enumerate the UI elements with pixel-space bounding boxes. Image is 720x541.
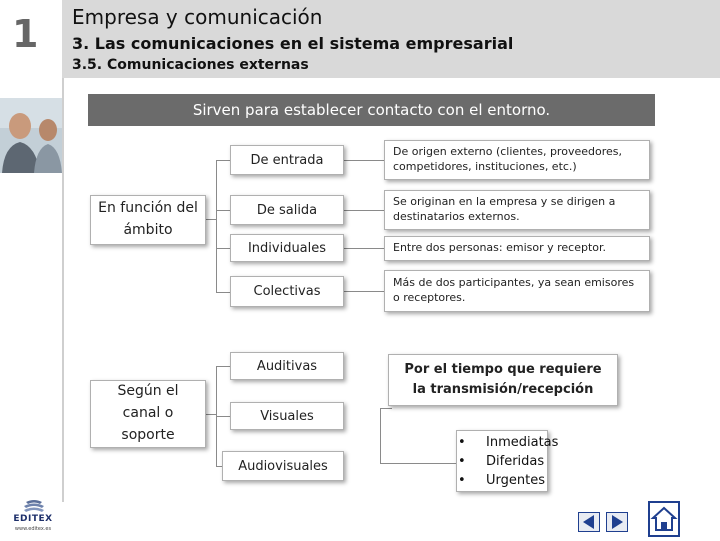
section-title: 3.5. Comunicaciones externas <box>72 57 309 73</box>
list-item-label: Inmediatas <box>486 435 559 450</box>
ambito-desc-text: Entre dos personas: emisor y receptor. <box>393 241 607 255</box>
connector <box>380 408 381 464</box>
canal-item-audiovisuales <box>222 451 344 481</box>
ambito-desc-individuales <box>384 236 650 261</box>
list-item-label: Urgentes <box>486 473 545 488</box>
ambito-desc-entrada <box>384 140 650 180</box>
tiempo-list <box>458 433 558 490</box>
bullet-icon: • <box>458 454 466 469</box>
ambito-label: En función del ámbito <box>98 200 198 238</box>
list-item <box>458 433 558 452</box>
canal-item-label: Audiovisuales <box>238 458 328 474</box>
connector <box>344 248 384 249</box>
bullet-icon: • <box>458 435 466 450</box>
connector <box>216 210 230 211</box>
ambito-item-label: Individuales <box>247 240 327 256</box>
list-item <box>458 452 558 471</box>
page-title: Empresa y comunicación <box>72 5 323 29</box>
connector <box>380 463 456 464</box>
connector <box>216 366 230 367</box>
ambito-desc-text: Más de dos participantes, ya sean emisores o receptores. <box>393 276 635 304</box>
left-divider <box>62 78 64 502</box>
connector <box>380 408 392 409</box>
home-icon[interactable] <box>648 501 680 537</box>
canal-item-auditivas <box>230 352 344 380</box>
people-photo <box>0 98 62 173</box>
prev-arrow-icon[interactable] <box>578 512 600 532</box>
ambito-desc-salida <box>384 190 650 230</box>
connector <box>206 219 216 220</box>
ambito-label-box <box>90 195 206 245</box>
logo-text: EDITEX <box>13 514 53 524</box>
editex-logo <box>8 498 56 536</box>
ambito-item-entrada <box>230 145 344 175</box>
connector <box>216 292 230 293</box>
tiempo-label: Por el tiempo que requiere la transmisión/recepción <box>404 361 602 397</box>
ambito-item-salida <box>230 195 344 225</box>
ambito-desc-text: De origen externo (clientes, proveedores, competidores, instituciones, etc.) <box>393 145 622 173</box>
chapter-number: 1 <box>12 12 39 56</box>
ambito-item-individuales <box>230 234 344 262</box>
ambito-item-colectivas <box>230 276 344 307</box>
ambito-item-label: De salida <box>256 202 318 218</box>
page-subtitle: 3. Las comunicaciones en el sistema empresarial <box>72 34 514 53</box>
ambito-item-label: Colectivas <box>253 284 321 299</box>
canal-item-label: Auditivas <box>256 358 318 374</box>
ambito-desc-colectivas <box>384 270 650 312</box>
connector <box>216 416 230 417</box>
bullet-icon: • <box>458 473 466 488</box>
canal-label: Según el canal o soporte <box>117 383 179 443</box>
connector <box>344 210 384 211</box>
intro-banner: Sirven para establecer contacto con el entorno. <box>88 94 655 126</box>
connector <box>206 414 216 415</box>
ambito-desc-text: Se originan en la empresa y se dirigen a destinatarios externos. <box>393 195 616 223</box>
connector <box>344 291 384 292</box>
next-arrow-icon[interactable] <box>606 512 628 532</box>
canal-item-label: Visuales <box>260 408 314 424</box>
list-item <box>458 471 558 490</box>
canal-label-box <box>90 380 206 448</box>
connector <box>216 248 230 249</box>
tiempo-label-box <box>388 354 618 406</box>
ambito-item-label: De entrada <box>250 152 324 168</box>
connector <box>216 160 230 161</box>
connector <box>344 160 384 161</box>
list-item-label: Diferidas <box>486 454 545 469</box>
connector <box>216 160 217 292</box>
logo-url: www.editex.es <box>14 526 52 532</box>
canal-item-visuales <box>230 402 344 430</box>
